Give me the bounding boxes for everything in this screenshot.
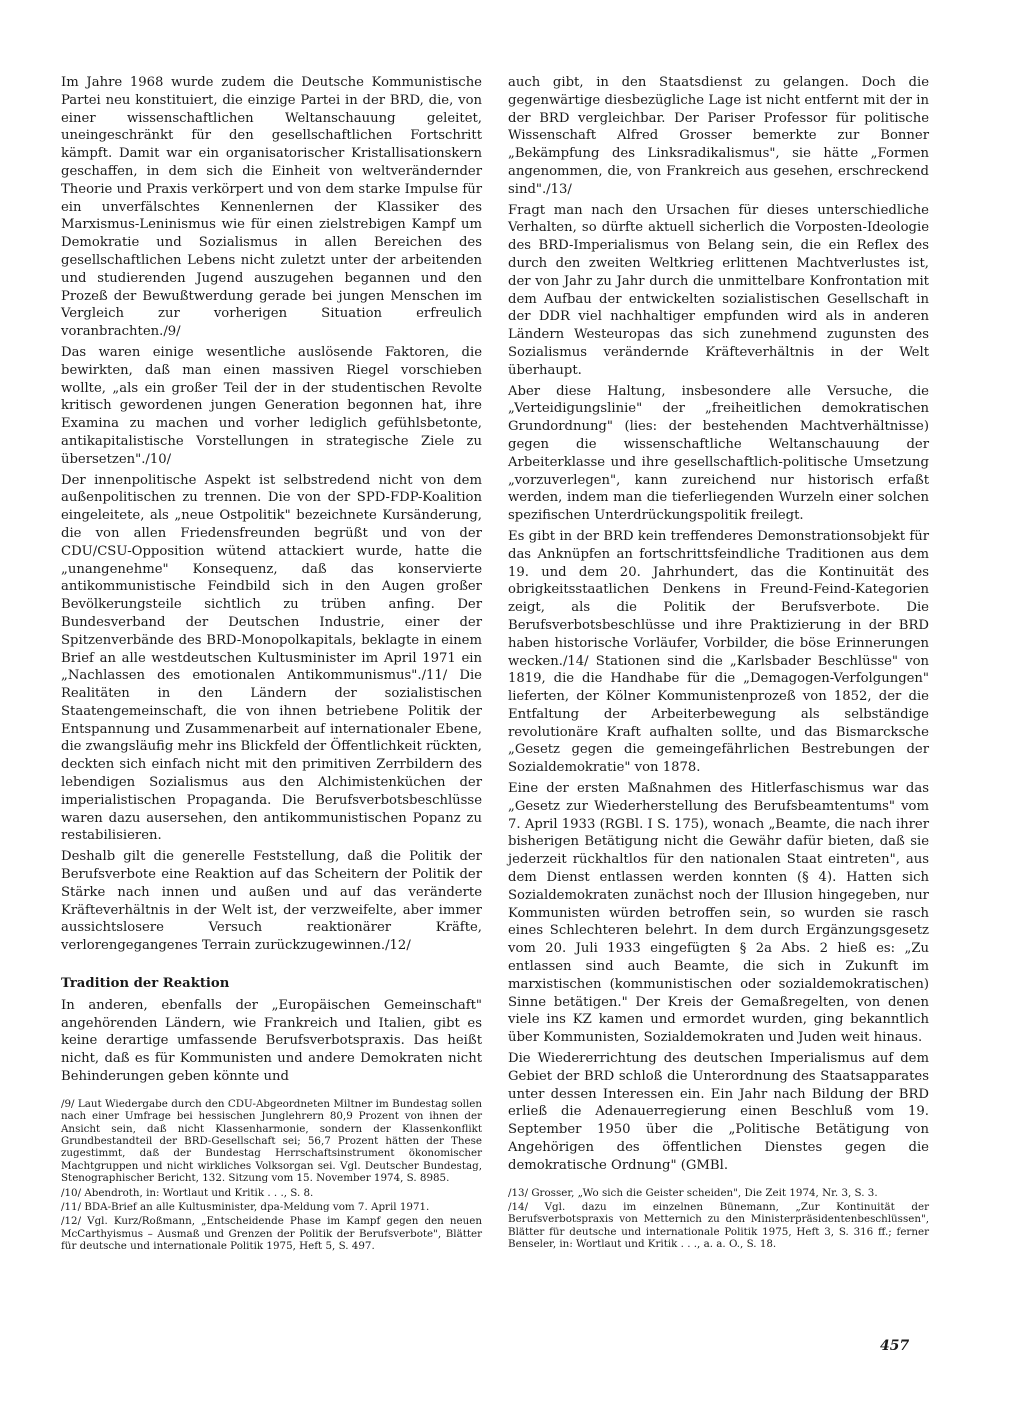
footnote-11: /11/ BDA-Brief an alle Kultusminister, dpa-Meldung vom 7. April 1971.	[61, 1201, 430, 1214]
paragraph: Deshalb gilt die generelle Feststellung, daß die Politik der Berufsverbote eine Reaktion auf das Scheitern der Politik der Stärke nach innen und außen und auf das veränderte Kräfteverhältnis in der Welt ist, der verzweifelte, aber immer aussichtslosere Versuch reaktionärer Kräfte, verlorengegangenes Terrain zurückzugewinnen./12/	[61, 849, 482, 954]
footnote-13: /13/ Grosser, „Wo sich die Geister scheiden", Die Zeit 1974, Nr. 3, S. 3.	[508, 1186, 878, 1199]
paragraph: Im Jahre 1968 wurde zudem die Deutsche Kommunistische Partei neu konstituiert, die einzige Partei in der BRD, die, von einer wissenschaftlichen Weltanschauung geleitet, uneingeschränkt für den gesellschaftlichen Fortschritt kämpft. Damit war ein organisatorischer Kristallisationskern geschaffen, in dem sich die Einheit von weltverändernder Theorie und Praxis verkörpert und von dem starke Impulse für ein unverfälschtes Kennenlernen der Klassiker des Marxismus-Leninismus wie für einen zielstrebigen Kampf um Demokratie und Sozialismus in allen Bereichen des gesellschaftlichen Lebens nicht zuletzt unter der arbeitenden und studierenden Jugend auszugehen begannen und den Prozeß der Bewußtwerdung gerade bei jungen Menschen im Vergleich zur vorherigen Situation erfreulich voranbrachten./9/	[61, 75, 482, 340]
paragraph: Aber diese Haltung, insbesondere alle Versuche, die „Verteidigungslinie" der „freiheitlichen demokratischen Grundordnung" (lies: der bestehenden Machtverhältnisse) gegen die wissenschaftliche Weltanschauung der Arbeiterklasse und ihre gesellschaftlich-politische Umsetzung „vorzuverlegen", kann zureichend nur historisch erfaßt werden, indem man die tieferliegenden Wurzeln einer solchen spezifischen Unterdrückungspolitik freilegt.	[508, 383, 929, 524]
paragraph: In anderen, ebenfalls der „Europäischen Gemeinschaft" angehörenden Ländern, wie Frankreich und Italien, gibt es keine derartige umfassende Berufsverbotspraxis. Das heißt nicht, daß es für Kommunisten und andere Demokraten nicht Behinderungen geben könnte und	[61, 997, 482, 1085]
left-column	[61, 74, 482, 1255]
footnotes	[508, 1187, 929, 1251]
footnote-12: /12/ Vgl. Kurz/Roßmann, „Entscheidende Phase im Kampf gegen den neuen McCarthyismus – Ausmaß und Grenzen der Politik der Berufsverbote", Blätter für deutsche und internationale Politik 1975, Heft 5, S. 497.	[61, 1215, 482, 1253]
paragraph: Eine der ersten Maßnahmen des Hitlerfaschismus war das „Gesetz zur Wiederherstellung des Berufsbeamtentums" vom 7. April 1933 (RGBl. I S. 175), wonach „Beamte, die nach ihrer bisherigen Betätigung nicht die Gewähr dafür bieten, daß sie jederzeit rückhaltlos für den nationalen Staat eintreten", aus dem Dienst entlassen werden konnten (§ 4). Hatten sich Sozialdemokraten zunächst noch der Illusion hingegeben, nur Kommunisten würden betroffen sein, so wurden sie rasch eines Schlechteren belehrt. In dem durch Ergänzungsgesetz vom 20. Juli 1933 eingefügten § 2a Abs. 2 hieß es: „Zu entlassen sind auch Beamte, die sich in Zukunft im marxistischen (kommunistischen oder sozialdemokratischen) Sinne betätigen." Der Kreis der Gemaßregelten, von denen viele ins KZ kamen und ermordet wurden, ging bekanntlich über Kommunisten, Sozialdemokraten und Juden weit hinaus.	[508, 781, 929, 1046]
paragraph: Fragt man nach den Ursachen für dieses unterschiedliche Verhalten, so dürfte aktuell sicherlich die Vorposten-Ideologie des BRD-Imperialismus von Belang sein, die ein Reflex des durch den zweiten Weltkrieg erlittenen Machtverlustes ist, der von Jahr zu Jahr durch die unmittelbare Konfrontation mit dem Aufbau der entwickelten sozialistischen Gesellschaft in der DDR viel nachhaltiger empfunden wird als in anderen Ländern Westeuropas das sich zunehmend zugunsten des Sozialismus verändernde Kräfteverhältnis in der Welt überhaupt.	[508, 202, 929, 378]
paragraph: Der innenpolitische Aspekt ist selbstredend nicht von dem außenpolitischen zu trennen. Die von der SPD-FDP-Koalition eingeleitete, als „neue Ostpolitik" bezeichnete Kursänderung, die von allen Friedensfreunden begrüßt und von der CDU/CSU-Opposition wütend attackiert wurde, hatte die „unangenehme" Konsequenz, daß das konservierte antikommunistische Feindbild sich in den Augen großer Bevölkerungsteile sichtlich zu trüben anfing. Der Bundesverband der Deutschen Industrie, einer der Spitzenverbände des BRD-Monopolkapitals, beklagte in einem Brief an alle westdeutschen Kultusminister im April 1971 ein „Nachlassen des emotionalen Antikommunismus"./11/ Die Realitäten in den Ländern der sozialistischen Staatengemeinschaft, die von ihnen betriebene Politik der Entspannung und Zusammenarbeit auf internationaler Ebene, die zwangsläufig mehr ins Blickfeld der Öffentlichkeit rückten, deckten sich einfach nicht mit den primitiven Zerrbildern des lebendigen Sozialismus aus den Alchimistenküchen der imperialistischen Propaganda. Die Berufsverbotsbeschlüsse waren dazu ausersehen, den antikommunistischen Popanz zu restabilisieren.	[61, 472, 482, 844]
paragraph: Das waren einige wesentliche auslösende Faktoren, die bewirkten, daß man einen massiven Riegel vorschieben wollte, „als ein großer Teil der in der studentischen Revolte kritisch gewordenen jungen Generation begonnen hat, ihre Examina zu machen und vorher lediglich gefühlsbetonte, antikapitalistische Vorstellungen in strategische Ziele zu übersetzen"./10/	[61, 344, 482, 467]
paragraph: auch gibt, in den Staatsdienst zu gelangen. Doch die gegenwärtige diesbezügliche Lage ist nicht entfernt mit der in der BRD vergleichbar. Der Pariser Professor für politische Wissenschaft Alfred Grosser bemerkte zur Bonner „Bekämpfung des Linksradikalismus", sie hätte „Formen angenommen, die, von Frankreich aus gesehen, erschreckend sind"./13/	[508, 75, 929, 197]
paragraph: Es gibt in der BRD kein treffenderes Demonstrationsobjekt für das Anknüpfen an fortschrittsfeindliche Traditionen aus dem 19. und dem 20. Jahrhundert, das die Kontinuität des obrigkeitsstaatlichen Denkens in Freund-Feind-Kategorien zeigt, als die Politik der Berufsverbote. Die Berufsverbotsbeschlüsse und ihre Praktizierung in der BRD haben historische Vorläufer, Vorbilder, die böse Erinnerungen wecken./14/ Stationen sind die „Karlsbader Beschlüsse" von 1819, die die Handhabe für die „Demagogen-Verfolgungen" lieferten, der Kölner Kommunistenprozeß von 1852, der die Entfaltung der Arbeiterbewegung als selbständige revolutionäre Kraft aufhalten sollte, und das Bismarcksche „Gesetz gegen die gemeingefährlichen Bestrebungen der Sozialdemokratie" von 1878.	[508, 528, 929, 776]
footnotes	[61, 1098, 482, 1253]
page-number: 457	[880, 1338, 910, 1354]
footnote-14: /14/ Vgl. dazu im einzelnen Bünemann, „Zur Kontinuität der Berufsverbotspraxis von Metternich zu den Ministerpräsidentenbeschlüssen", Blätter für deutsche und internationale Politik 1975, Heft 3, S. 316 ff.; ferner Benseler, in: Wortlaut und Kritik . . ., a. a. O., S. 18.	[508, 1201, 929, 1251]
footnote-10: /10/ Abendroth, in: Wortlaut und Kritik . . ., S. 8.	[61, 1186, 314, 1199]
paragraph: Die Wiedererrichtung des deutschen Imperialismus auf dem Gebiet der BRD schloß die Unterordnung des Staatsapparates unter dessen Interessen ein. Ein Jahr nach Bildung der BRD erließ die Adenauerregierung einen Beschluß vom 19. September 1950 über die „Politische Betätigung von Angehörigen des öffentlichen Dienstes gegen die demokratische Ordnung" (GMBl.	[508, 1051, 929, 1173]
section-heading: Tradition der Reaktion	[61, 976, 230, 992]
footnote-9: /9/ Laut Wiedergabe durch den CDU-Abgeordneten Miltner im Bundestag sollen nach einer Umfrage bei hessischen Junglehrern 80,9 Prozent von ihnen der Ansicht sein, daß nicht Klassenharmonie, sondern der Klassenkonflikt Grundbestandteil der BRD-Gesellschaft sei; 56,7 Prozent hätten der These zugestimmt, daß der Bundestag Herrschaftsinstrument ökonomischer Machtgruppen und nicht wirkliches Volksorgan sei. Vgl. Deutscher Bundestag, Stenographischer Bericht, 132. Sitzung vom 15. November 1974, S. 8985.	[61, 1097, 482, 1185]
right-column	[508, 74, 929, 1253]
